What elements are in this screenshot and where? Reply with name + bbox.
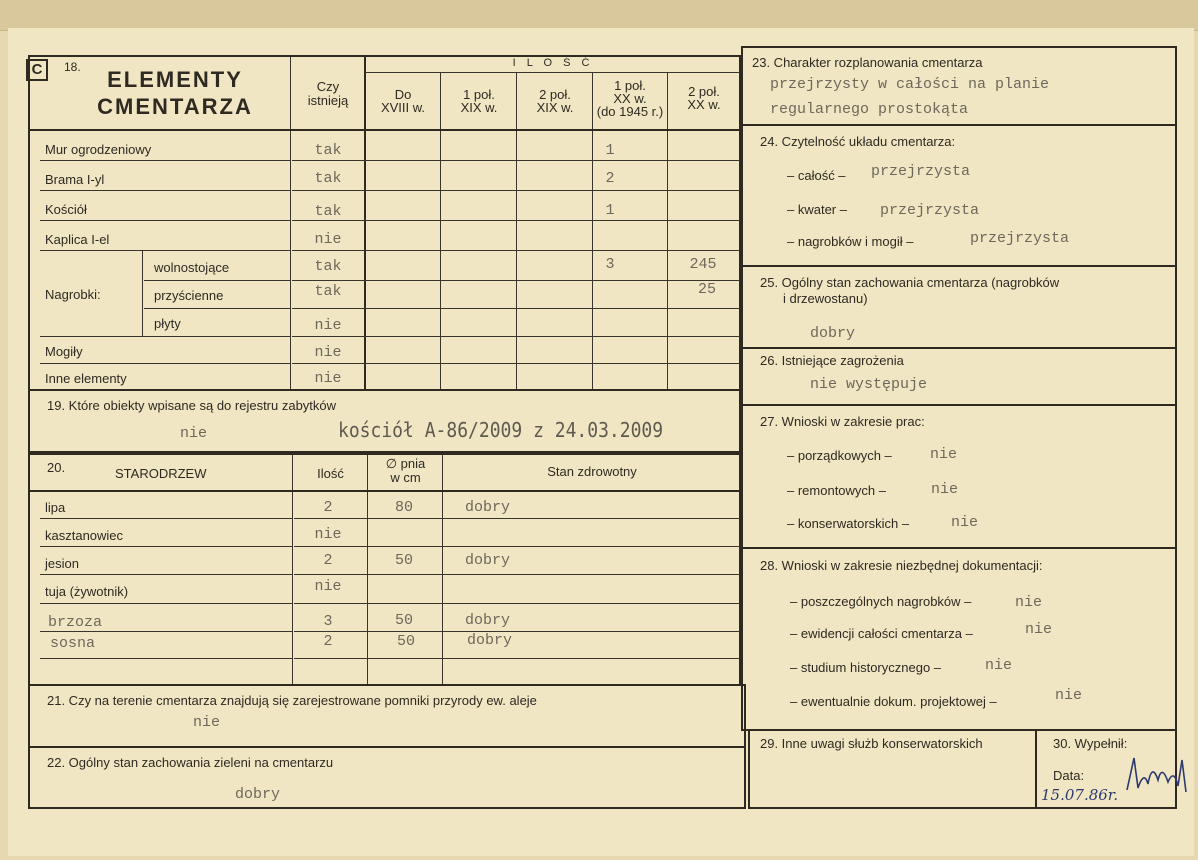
section-23-label: 23. Charakter rozplanowania cmentarza — [752, 55, 983, 70]
section-19-registry: kościół A-86/2009 z 24.03.2009 — [338, 418, 664, 442]
qty-1945-kosciol: 1 — [605, 202, 615, 219]
row-label-kosciol: Kościół — [45, 202, 87, 217]
tree-diam-brzoza: 50 — [394, 612, 413, 629]
section-19-value: nie — [180, 425, 208, 442]
s24-item-nagrobkow-value: przejrzysta — [970, 230, 1070, 247]
tree-name-kasztanowiec: kasztanowiec — [45, 528, 124, 543]
section-25-label-line2: i drzewostanu) — [783, 291, 868, 306]
col-header-xx1: 1 poł. XX w. (do 1945 r.) — [596, 78, 664, 119]
tree-name-jesion: jesion — [45, 556, 79, 571]
section-18-number: 18. — [64, 60, 81, 74]
exists-plyty: nie — [314, 317, 342, 334]
tree-health-brzoza: dobry — [465, 612, 511, 629]
s28-item-projektowej-value: nie — [1055, 687, 1083, 704]
section-21-label: 21. Czy na terenie cmentarza znajdują się zarejestrowane pomniki przyrody ew. aleje — [47, 693, 537, 708]
qty-1945-wolnostojace: 3 — [605, 256, 615, 273]
s28-item-ewidencji-value: nie — [1025, 621, 1053, 638]
tree-diam-jesion: 50 — [394, 552, 413, 569]
ilosc-header: I L O Ś Ć — [512, 57, 594, 69]
section-20-table — [28, 453, 741, 686]
col-header-diameter: ∅ pnia w cm — [385, 456, 426, 485]
qty-xx2-wolnostojace: 245 — [689, 256, 717, 273]
section-26-label: 26. Istniejące zagrożenia — [760, 353, 904, 368]
tree-count-lipa: 2 — [323, 499, 333, 516]
section-30-date-value: 15.07.86r. — [1041, 786, 1119, 804]
s28-item-studium-value: nie — [985, 657, 1013, 674]
tree-name-sosna: sosna — [50, 635, 96, 652]
tree-count-tuja: nie — [314, 578, 342, 595]
s27-item-remontowych-label: – remontowych – — [787, 483, 886, 498]
exists-wolnostojace: tak — [314, 258, 342, 275]
col-header-count: Ilość — [317, 466, 344, 481]
row-label-brama: Brama I-yl — [45, 172, 105, 187]
tree-name-tuja: tuja (żywotnik) — [45, 584, 129, 599]
tree-health-lipa: dobry — [465, 499, 511, 516]
section-23-line2: regularnego prostokąta — [770, 101, 969, 118]
tree-health-jesion: dobry — [465, 552, 511, 569]
s24-item-calosc-value: przejrzysta — [871, 163, 971, 180]
s24-item-nagrobkow-label: – nagrobków i mogił – — [787, 234, 914, 249]
section-18-title-line1: ELEMENTY — [107, 67, 243, 92]
s27-item-remontowych-value: nie — [931, 481, 959, 498]
exists-inne: nie — [314, 370, 342, 387]
tree-diam-sosna: 50 — [396, 633, 415, 650]
tree-health-sosna: dobry — [467, 632, 513, 649]
row-label-mur: Mur ogrodzeniowy — [45, 142, 152, 157]
s27-item-porzadkowych-value: nie — [930, 446, 958, 463]
tree-count-sosna: 2 — [323, 633, 333, 650]
row-label-mogily: Mogiły — [45, 344, 83, 359]
col-header-xviii: Do XVIII w. — [380, 87, 426, 115]
section-30-date-label: Data: — [1053, 768, 1085, 783]
section-letter-box: C — [26, 59, 48, 81]
tree-count-brzoza: 3 — [323, 613, 333, 630]
section-18-title-line2: CMENTARZA — [97, 94, 253, 119]
tree-count-jesion: 2 — [323, 552, 333, 569]
tree-name-brzoza: brzoza — [48, 614, 103, 631]
col-header-exists: Czy istnieją — [307, 79, 349, 108]
s27-item-konserwatorskich-value: nie — [951, 514, 979, 531]
section-23-line1: przejrzysty w całości na planie — [770, 76, 1050, 93]
section-25-label-line1: 25. Ogólny stan zachowania cmentarza (nagrobków — [760, 275, 1060, 290]
section-26-value: nie występuje — [810, 376, 928, 393]
s27-item-porzadkowych-label: – porządkowych – — [787, 448, 892, 463]
row-label-przyscienne: przyścienne — [154, 288, 224, 303]
exists-mur: tak — [314, 142, 342, 159]
section-27-label: 27. Wnioski w zakresie prac: — [760, 414, 925, 429]
top-paper-strip — [0, 0, 1198, 31]
qty-xx2-przyscienne: 25 — [697, 281, 716, 298]
s24-item-kwater-label: – kwater – — [787, 202, 847, 217]
col-header-xix2: 2 poł. XIX w. — [536, 87, 574, 115]
exists-brama: tak — [314, 170, 342, 187]
exists-kaplica: nie — [314, 231, 342, 248]
col-header-xx2: 2 poł. XX w. — [687, 84, 721, 112]
s28-item-projektowej-label: – ewentualnie dokum. projektowej – — [790, 694, 997, 709]
row-label-plyty: płyty — [154, 316, 181, 331]
row-label-nagrobki: Nagrobki: — [45, 287, 101, 302]
row-label-wolnostojace: wolnostojące — [154, 260, 230, 275]
section-28-label: 28. Wnioski w zakresie niezbędnej dokumentacji: — [760, 558, 1043, 573]
col-header-health: Stan zdrowotny — [547, 464, 637, 479]
section-29-label: 29. Inne uwagi służb konserwatorskich — [760, 736, 983, 751]
tree-diam-lipa: 80 — [394, 499, 413, 516]
signature — [1122, 750, 1192, 800]
col-header-xix1: 1 poł. XIX w. — [460, 87, 498, 115]
row-label-kaplica: Kaplica I-el — [45, 232, 110, 247]
section-22-label: 22. Ogólny stan zachowania zieleni na cmentarzu — [47, 755, 334, 770]
section-21-value: nie — [193, 714, 221, 731]
s28-item-nagrobkow-label: – poszczególnych nagrobków – — [790, 594, 972, 609]
section-25-value: dobry — [810, 325, 856, 342]
section-20-number: 20. — [47, 460, 66, 475]
s28-item-nagrobkow-value: nie — [1015, 594, 1043, 611]
s27-item-konserwatorskich-label: – konserwatorskich – — [787, 516, 910, 531]
section-30-label: 30. Wypełnił: — [1053, 736, 1128, 751]
tree-count-kasztanowiec: nie — [314, 526, 342, 543]
s24-item-kwater-value: przejrzysta — [880, 202, 980, 219]
s24-item-calosc-label: – całość – — [787, 168, 846, 183]
tree-name-lipa: lipa — [45, 500, 66, 515]
row-label-inne: Inne elementy — [45, 371, 127, 386]
s28-item-ewidencji-label: – ewidencji całości cmentarza – — [790, 626, 973, 641]
exists-mogily: nie — [314, 344, 342, 361]
section-24-label: 24. Czytelność układu cmentarza: — [760, 134, 956, 149]
exists-kosciol: tak — [314, 203, 342, 220]
s28-item-studium-label: – studium historycznego – — [790, 660, 942, 675]
section-19-label: 19. Które obiekty wpisane są do rejestru zabytków — [47, 398, 337, 413]
qty-1945-mur: 1 — [605, 142, 615, 159]
section-20-title: STARODRZEW — [115, 466, 207, 481]
section-22-value: dobry — [235, 786, 281, 803]
qty-1945-brama: 2 — [605, 170, 615, 187]
exists-przyscienne: tak — [314, 283, 342, 300]
